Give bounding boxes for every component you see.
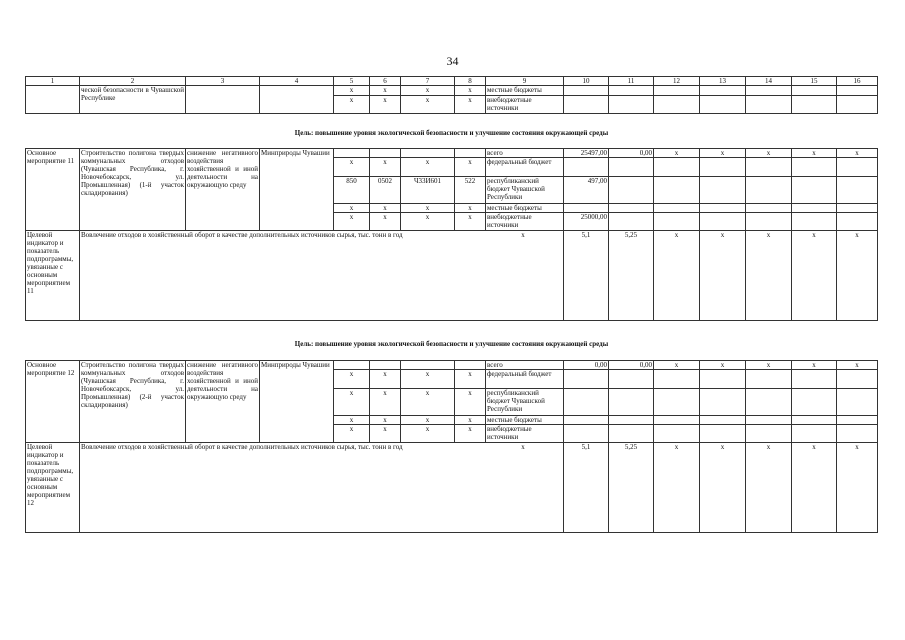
cell: х xyxy=(401,158,455,177)
measure-label: Основное мероприятие 11 xyxy=(26,149,80,231)
col-num: 3 xyxy=(186,77,260,86)
cell: х xyxy=(792,231,837,321)
funding-source: местные бюджеты xyxy=(486,204,564,213)
measure-desc: Строительство полигона твердых коммунальных отходов (Чувашская Республика, г. Новочебоксарск, ул. Промышленная) (2-й участок складирования) xyxy=(80,361,186,443)
cell: х xyxy=(334,86,370,96)
cell: х xyxy=(455,213,486,231)
measure-label: Основное мероприятие 12 xyxy=(26,361,80,443)
measure-effect: снижение негативного воздействия хозяйственной и иной деятельности на окружающую среду xyxy=(186,149,260,231)
cell xyxy=(455,149,486,158)
cell: 0,00 xyxy=(609,361,654,370)
cell: х xyxy=(401,204,455,213)
cell: х xyxy=(334,96,370,114)
cell: х xyxy=(700,443,746,533)
cell: х xyxy=(401,86,455,96)
cell: 5,1 xyxy=(564,443,609,533)
cell: х xyxy=(455,96,486,114)
cell: х xyxy=(334,213,370,231)
cell: х xyxy=(837,443,878,533)
cell: х xyxy=(455,370,486,389)
cell: х xyxy=(370,204,401,213)
indicator-col9: х xyxy=(521,231,525,239)
cell: х xyxy=(654,149,700,158)
cell: х xyxy=(746,231,792,321)
indicator-row xyxy=(26,231,878,321)
col-num: 9 xyxy=(486,77,564,86)
cell: х xyxy=(455,389,486,416)
cell: х xyxy=(837,361,878,370)
cell: х xyxy=(334,204,370,213)
funding-source: местные бюджеты xyxy=(486,416,564,425)
indicator-col9: х xyxy=(521,443,525,451)
cell: х xyxy=(370,96,401,114)
indicator-text: х Вовлечение отходов в хозяйственный оборот в качестве дополнительных источников сырья, тыс. тонн в год xyxy=(80,231,564,321)
col-num: 10 xyxy=(564,77,609,86)
cell: х xyxy=(370,86,401,96)
cell: 0502 xyxy=(370,177,401,204)
table-row xyxy=(26,149,878,158)
cell: Ч33И601 xyxy=(401,177,455,204)
cell: х xyxy=(700,149,746,158)
measure-effect: снижение негативного воздействия хозяйственной и иной деятельности на окружающую среду xyxy=(186,361,260,443)
cell xyxy=(334,149,370,158)
col-num: 11 xyxy=(609,77,654,86)
col-num: 8 xyxy=(455,77,486,86)
block-11-table xyxy=(25,148,878,321)
col-num: 16 xyxy=(837,77,878,86)
measure-executor: Минприроды Чувашии xyxy=(260,149,334,231)
block-12-table xyxy=(25,360,878,533)
cell: х xyxy=(746,149,792,158)
cell: 5,25 xyxy=(609,443,654,533)
funding-source: республиканский бюджет Чувашской Республики xyxy=(486,177,564,204)
indicator-row xyxy=(26,443,878,533)
cell: х xyxy=(370,213,401,231)
indicator-text: х Вовлечение отходов в хозяйственный оборот в качестве дополнительных источников сырья, тыс. тонн в год xyxy=(80,443,564,533)
cell: 522 xyxy=(455,177,486,204)
cell: 5,1 xyxy=(564,231,609,321)
table-header xyxy=(25,76,878,114)
measure-executor: Минприроды Чувашии xyxy=(260,361,334,443)
cell: х xyxy=(401,416,455,425)
continuation-desc: ческой безопасности в Чувашской Республике xyxy=(80,86,186,114)
goal-title: Цель: повышение уровня экологической безопасности и улучшение состояния окружающей среды xyxy=(294,340,609,348)
cell: х xyxy=(455,158,486,177)
cell: х xyxy=(370,425,401,443)
cell: х xyxy=(334,416,370,425)
cell: 25000,00 xyxy=(564,213,609,231)
measure-desc: Строительство полигона твердых коммунальных отходов (Чувашская Республика, г. Новочебоксарск, ул. Промышленная) (1-й участок складирования) xyxy=(80,149,186,231)
cell: х xyxy=(370,389,401,416)
col-num: 1 xyxy=(26,77,80,86)
funding-source: всего xyxy=(486,361,564,370)
cell: х xyxy=(401,370,455,389)
goal-title: Цель: повышение уровня экологической безопасности и улучшение состояния окружающей среды xyxy=(294,129,609,137)
cell: х xyxy=(837,231,878,321)
funding-source: федеральный бюджет xyxy=(486,158,564,177)
cell: 25497,00 xyxy=(564,149,609,158)
col-num: 5 xyxy=(334,77,370,86)
col-num: 7 xyxy=(401,77,455,86)
cell: х xyxy=(455,204,486,213)
funding-source: внебюджетные источники xyxy=(486,213,564,231)
cell: х xyxy=(746,443,792,533)
cell: х xyxy=(700,361,746,370)
cell: х xyxy=(837,149,878,158)
col-num: 12 xyxy=(654,77,700,86)
cell: 5,25 xyxy=(609,231,654,321)
cell: х xyxy=(370,416,401,425)
funding-source: местные бюджеты xyxy=(486,86,564,96)
cell: х xyxy=(401,389,455,416)
col-num: 15 xyxy=(792,77,837,86)
cell xyxy=(401,361,455,370)
cell: х xyxy=(370,158,401,177)
col-num: 13 xyxy=(700,77,746,86)
cell xyxy=(564,158,609,177)
funding-source: внебюджетные источники xyxy=(486,96,564,114)
cell: х xyxy=(334,158,370,177)
funding-source: внебюджетные источники xyxy=(486,425,564,443)
cell: х xyxy=(654,231,700,321)
indicator-label: Целевой индикатор и показатель подпрограммы, увязанные с основным мероприятием 11 xyxy=(26,231,80,321)
cell: х xyxy=(455,425,486,443)
cell: х xyxy=(792,361,837,370)
col-num: 14 xyxy=(746,77,792,86)
table-row xyxy=(26,86,878,96)
cell xyxy=(370,149,401,158)
cell: х xyxy=(401,425,455,443)
page-number: 34 xyxy=(446,54,459,68)
cell: х xyxy=(334,425,370,443)
col-num: 2 xyxy=(80,77,186,86)
cell xyxy=(401,149,455,158)
cell xyxy=(455,361,486,370)
cell: х xyxy=(455,416,486,425)
column-numbers-row xyxy=(26,77,878,86)
cell: х xyxy=(654,443,700,533)
cell: х xyxy=(334,389,370,416)
funding-source: всего xyxy=(486,149,564,158)
cell: х xyxy=(654,361,700,370)
cell: х xyxy=(455,86,486,96)
cell xyxy=(370,361,401,370)
cell: х xyxy=(700,231,746,321)
table-row xyxy=(26,361,878,370)
cell: х xyxy=(746,361,792,370)
col-num: 6 xyxy=(370,77,401,86)
cell: х xyxy=(401,96,455,114)
col-num: 4 xyxy=(260,77,334,86)
indicator-label: Целевой индикатор и показатель подпрограммы, увязанные с основным мероприятием 12 xyxy=(26,443,80,533)
cell: 0,00 xyxy=(564,361,609,370)
cell: 497,00 xyxy=(564,177,609,204)
cell: х xyxy=(401,213,455,231)
cell: х xyxy=(370,370,401,389)
funding-source: республиканский бюджет Чувашской Республики xyxy=(486,389,564,416)
cell: х xyxy=(792,443,837,533)
cell: 850 xyxy=(334,177,370,204)
cell xyxy=(334,361,370,370)
cell: 0,00 xyxy=(609,149,654,158)
cell: х xyxy=(334,370,370,389)
funding-source: федеральный бюджет xyxy=(486,370,564,389)
cell: х xyxy=(792,149,837,158)
